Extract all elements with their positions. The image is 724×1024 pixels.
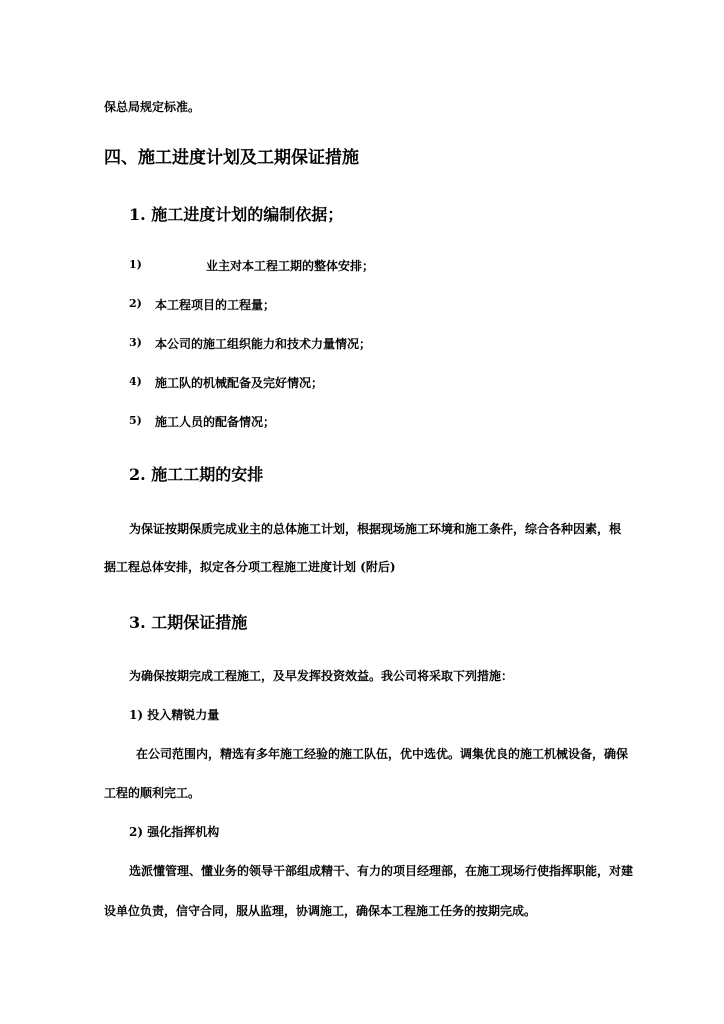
- list-item-number: 2): [129, 297, 142, 310]
- list-item-number: 1): [129, 258, 142, 271]
- measures-intro: 为确保按期完成工程施工，及早发挥投资效益。我公司将采取下列措施：: [129, 669, 514, 683]
- measure-2-heading: 2) 强化指挥机构: [129, 825, 220, 839]
- list-item-number: 3): [129, 336, 142, 349]
- schedule-paragraph-line-2: 据工程总体安排，拟定各分项工程施工进度计划 (附后): [104, 560, 396, 574]
- measure-1-line-2: 工程的顺利完工。: [104, 786, 201, 800]
- continuation-text: 保总局规定标准。: [104, 100, 201, 114]
- subsection-3-heading: 3. 工期保证措施: [129, 613, 248, 632]
- measure-1-heading: 1) 投入精锐力量: [129, 708, 220, 722]
- subsection-1-heading: 1. 施工进度计划的编制依据；: [129, 205, 344, 224]
- list-item-number: 4): [129, 375, 142, 388]
- list-item-number: 5): [129, 414, 142, 427]
- section-heading: 四、施工进度计划及工期保证措施: [104, 148, 359, 168]
- measure-1-line-1: 在公司范围内，精选有多年施工经验的施工队伍，优中选优。调集优良的施工机械设备，确保: [136, 747, 629, 761]
- measure-2-line-2: 设单位负责，信守合同，服从监理，协调施工，确保本工程施工任务的按期完成。: [104, 904, 537, 918]
- list-item-text: 本公司的施工组织能力和技术力量情况；: [155, 337, 372, 351]
- subsection-2-heading: 2. 施工工期的安排: [129, 465, 264, 484]
- list-item-text: 业主对本工程工期的整体安排；: [206, 259, 375, 273]
- schedule-paragraph-line-1: 为保证按期保质完成业主的总体施工计划，根据现场施工环境和施工条件，综合各种因素，根: [129, 522, 622, 536]
- list-item-text: 施工人员的配备情况；: [155, 415, 276, 429]
- measure-2-line-1: 选派懂管理、懂业务的领导干部组成精干、有力的项目经理部，在施工现场行使指挥职能，对建: [129, 864, 634, 878]
- list-item-text: 施工队的机械配备及完好情况；: [155, 376, 324, 390]
- list-item-text: 本工程项目的工程量；: [155, 298, 276, 312]
